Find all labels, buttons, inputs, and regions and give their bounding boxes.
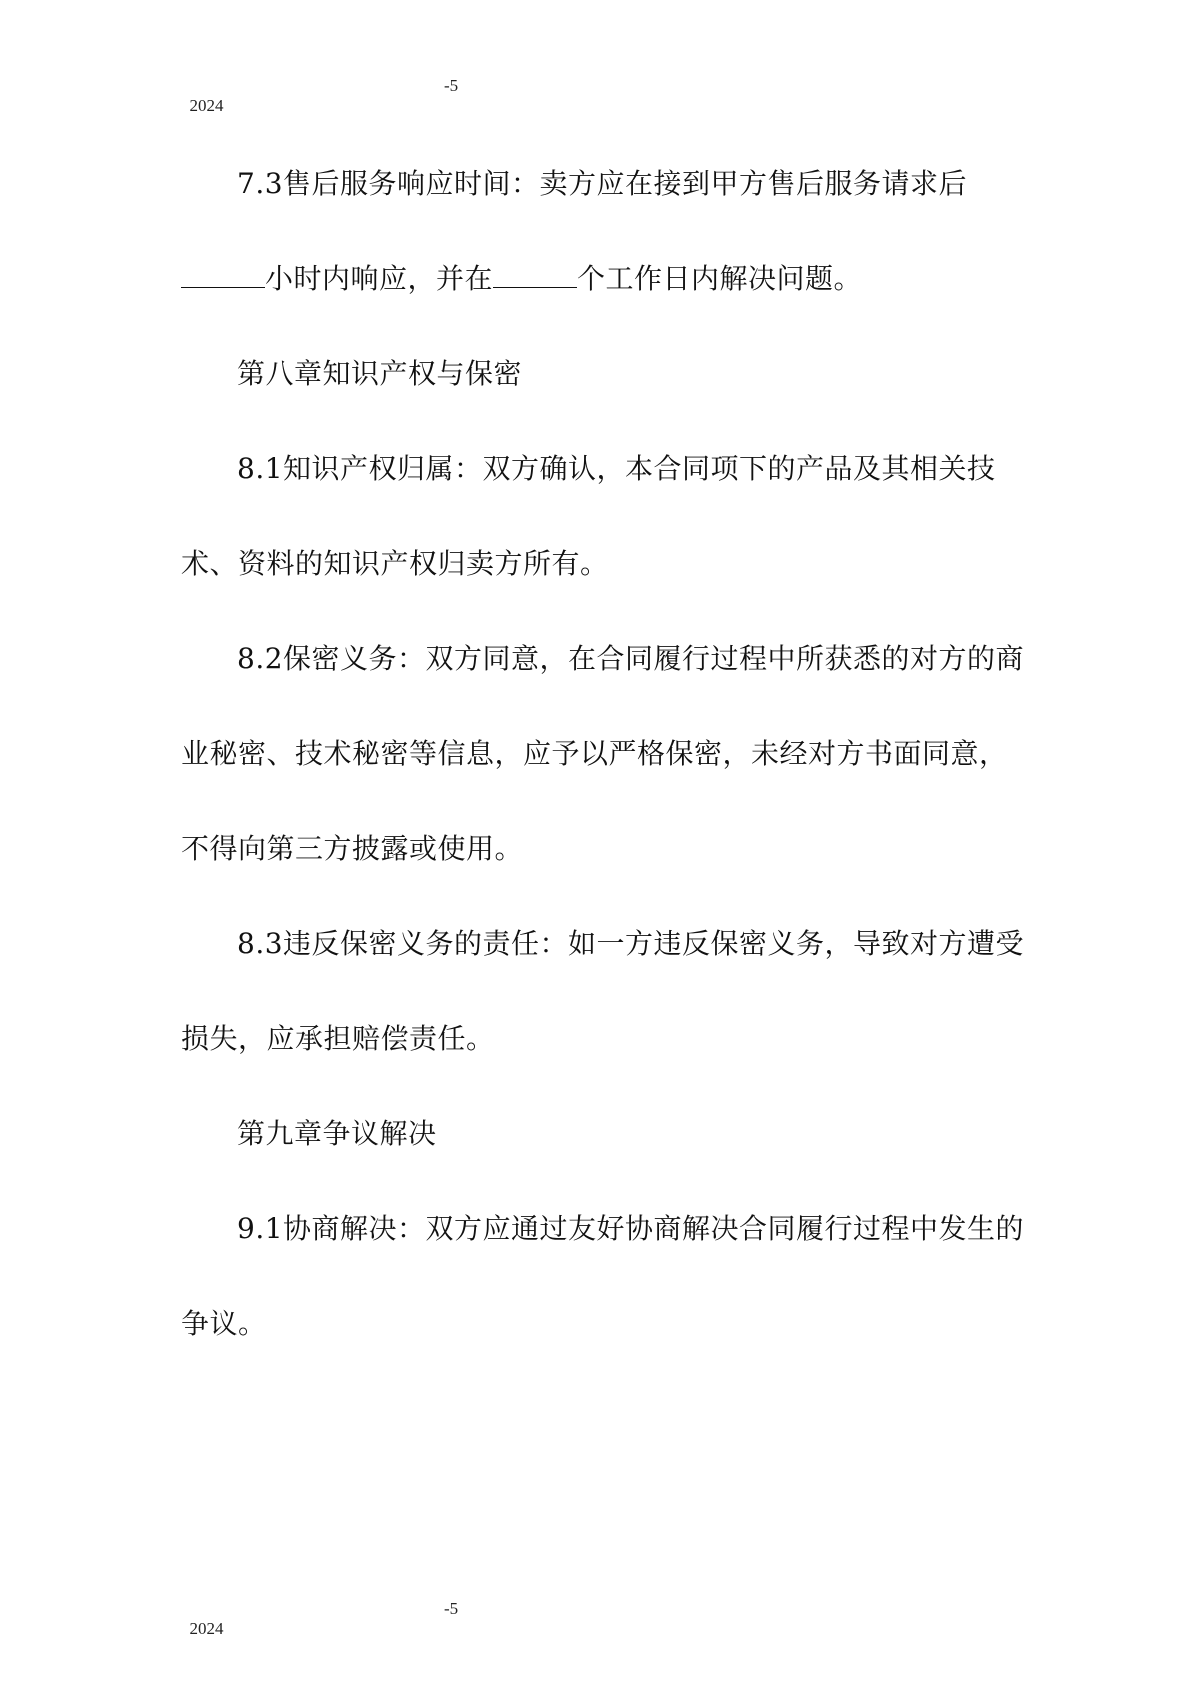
clause-8-3-line-1: 8.3违反保密义务的责任：如一方违反保密义务，导致对方遭受 [237,927,1025,960]
clause-8-3-line-2: 损失，应承担赔偿责任。 [181,1022,495,1055]
document-body [181,136,1025,1371]
clause-7-3-line-2 [181,231,1019,326]
header-page-number: -5 [444,76,459,95]
response-hours-blank [181,269,265,288]
clause-8-2-line-2: 业秘密、技术秘密等信息，应予以严格保密，未经对方书面同意， [181,737,1008,770]
chapter-9-title: 第九章争议解决 [237,1117,437,1150]
clause-8-2-line-3: 不得向第三方披露或使用。 [181,832,524,865]
clause-8-1-line-2: 术、资料的知识产权归卖方所有。 [181,547,609,580]
clause-9-1-line-2: 争议。 [181,1307,267,1340]
clause-7-3-text-a: 小时内响应，并在 [265,262,494,295]
clause-8-1-line-1: 8.1知识产权归属：双方确认，本合同项下的产品及其相关技 [237,452,996,485]
clause-7-3-line-1: 7.3售后服务响应时间：卖方应在接到甲方售后服务请求后 [237,167,968,200]
page-header [181,76,459,136]
footer-page-number: -5 [444,1599,459,1618]
footer-year: 2024 [189,1619,224,1638]
header-year: 2024 [189,96,224,115]
chapter-8-title: 第八章知识产权与保密 [237,357,523,390]
clause-9-1-line-1: 9.1协商解决：双方应通过友好协商解决合同履行过程中发生的 [237,1212,1025,1245]
clause-8-2-line-1: 8.2保密义务：双方同意，在合同履行过程中所获悉的对方的商 [237,642,1025,675]
page-footer [181,1599,459,1659]
clause-7-3-text-b: 个工作日内解决问题。 [577,262,863,295]
resolution-days-blank [493,269,577,288]
